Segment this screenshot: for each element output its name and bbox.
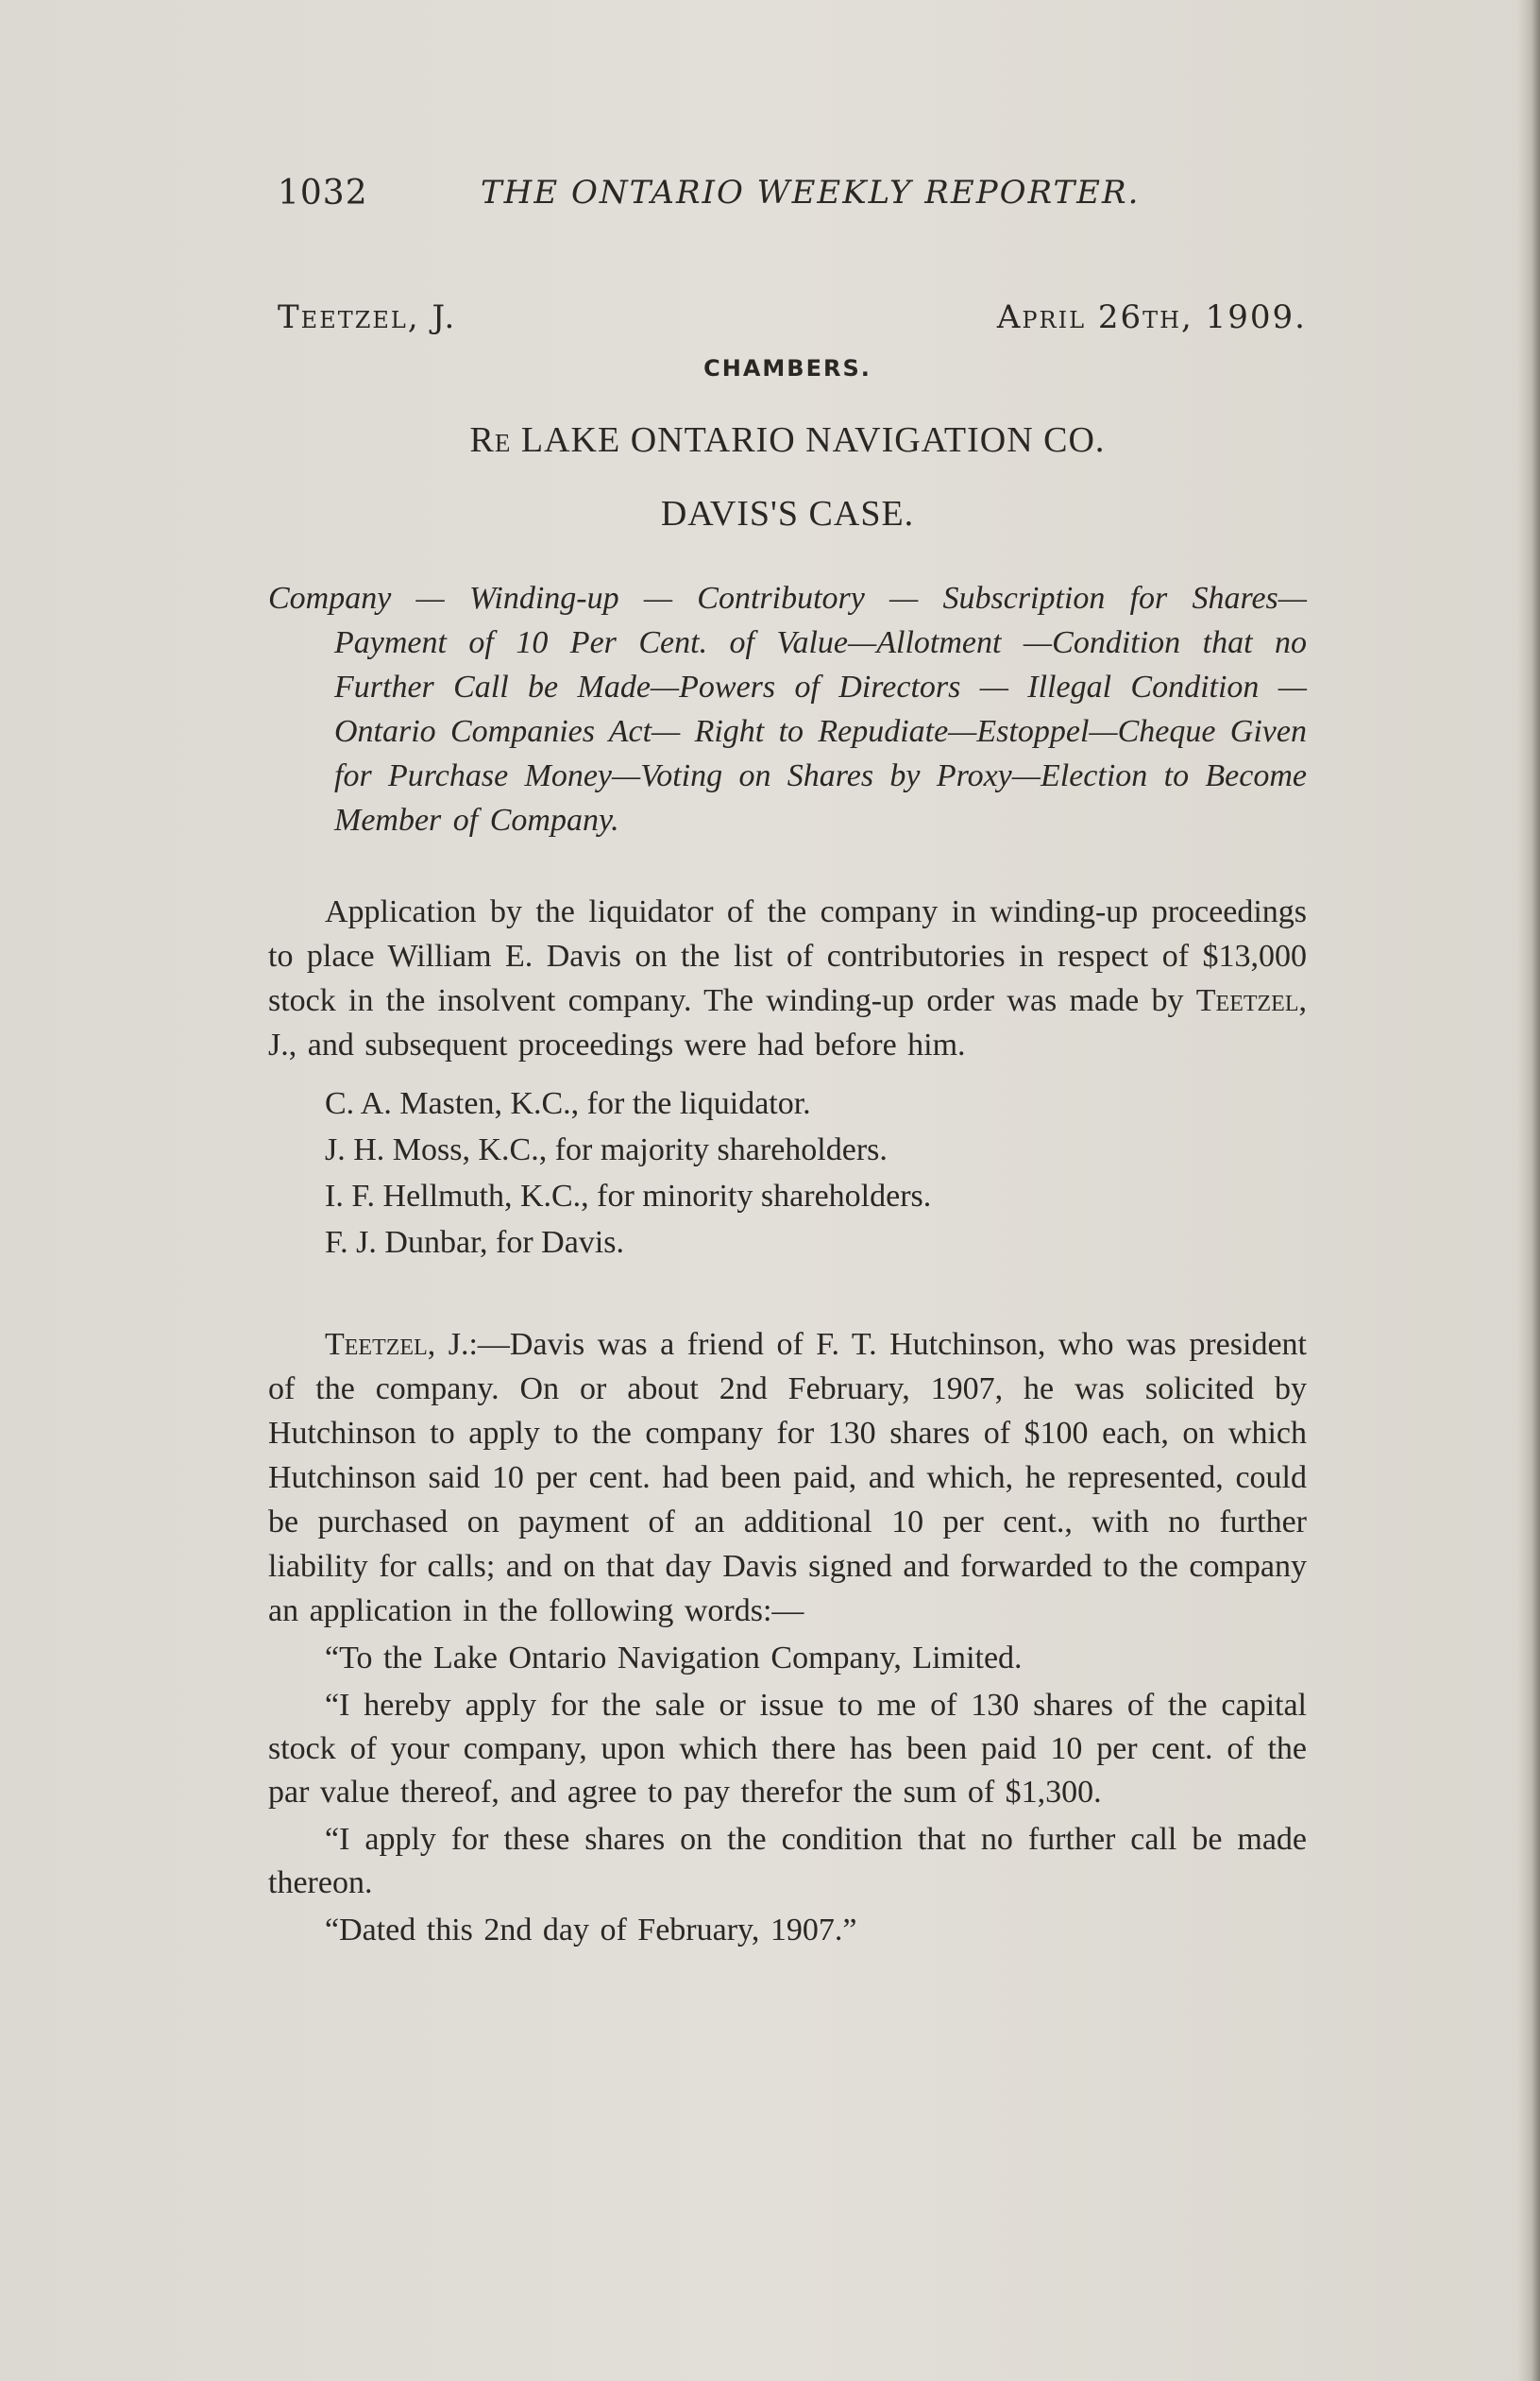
quote-line: “Dated this 2nd day of February, 1907.” [325, 1913, 857, 1947]
judge-name: Teetzel, J. [278, 298, 457, 336]
page-edge-shadow [1517, 0, 1540, 2381]
headnote: Company — Winding-up — Contributory — Subscription for Shares—Payment of 10 Per Cent. of Value—Allotment —Condition that no Further Call be Made—Powers of Directors — Illegal Condition — Ontario Companies Act— Right to Repudiate—Estoppel—Cheque Given for Purchase Money—Voting on Shares by Proxy—Election to Become Member of Company. [268, 581, 1307, 838]
text-column [268, 174, 1307, 1952]
case-subtitle: DAVIS'S CASE. [660, 494, 915, 534]
opinion-text: , J.:—Davis was a friend of F. T. Hutchinson, who was president of the company. On or about 2nd February, 1907, he was solicited by Hutchinson to apply to the company for 130 shares of $100 each, on which Hutchinson said 10 per cent. had been paid, and which, he represented, could be purchased on payment of an additional 10 per cent., with no further liability for calls; and on that day Davis signed and forwarded to the company an application in the following words:— [268, 1327, 1307, 1628]
counsel-item: F. J. Dunbar, for Davis. [325, 1225, 624, 1260]
journal-title: THE ONTARIO WEEKLY REPORTER. [481, 174, 1141, 212]
case-title [268, 419, 1307, 461]
counsel-item: J. H. Moss, K.C., for majority shareholders. [325, 1132, 888, 1167]
quote-line: “I hereby apply for the sale or issue to me of 130 shares of the capital stock of your company, upon which there has been paid 10 per cent. of the par value thereof, and agree to pay therefor the sum of $1,300. [268, 1688, 1307, 1810]
quote-line: “I apply for these shares on the condition that no further call be made thereon. [268, 1822, 1307, 1900]
page-number: 1032 [278, 174, 368, 213]
running-header [268, 174, 1307, 230]
counsel-item: C. A. Masten, K.C., for the liquidator. [325, 1086, 811, 1121]
application-judge-ref: Teetzel [1195, 983, 1299, 1018]
counsel-list [268, 1080, 1307, 1266]
application-paragraph [268, 890, 1307, 1067]
application-text-after: , J., and subsequent proceedings were had before him. [268, 983, 1307, 1063]
decision-date: April 26th, 1909. [996, 298, 1307, 336]
venue: CHAMBERS. [703, 355, 872, 382]
quote-line: “To the Lake Ontario Navigation Company, Limited. [325, 1641, 1023, 1675]
case-title-main: LAKE ONTARIO NAVIGATION CO. [520, 420, 1106, 460]
case-title-prefix: Re [469, 420, 512, 460]
application-text-before: Application by the liquidator of the company in winding-up proceedings to place William E. Davis on the list of contributories in respect of $13,000 stock in the insolvent company. The winding-up order was made by [268, 894, 1307, 1018]
opinion-paragraph [268, 1322, 1307, 1633]
counsel-item: I. F. Hellmuth, K.C., for minority shareholders. [325, 1179, 932, 1214]
opinion-judge-ref: Teetzel [325, 1327, 428, 1362]
judge-date-line [268, 298, 1307, 355]
